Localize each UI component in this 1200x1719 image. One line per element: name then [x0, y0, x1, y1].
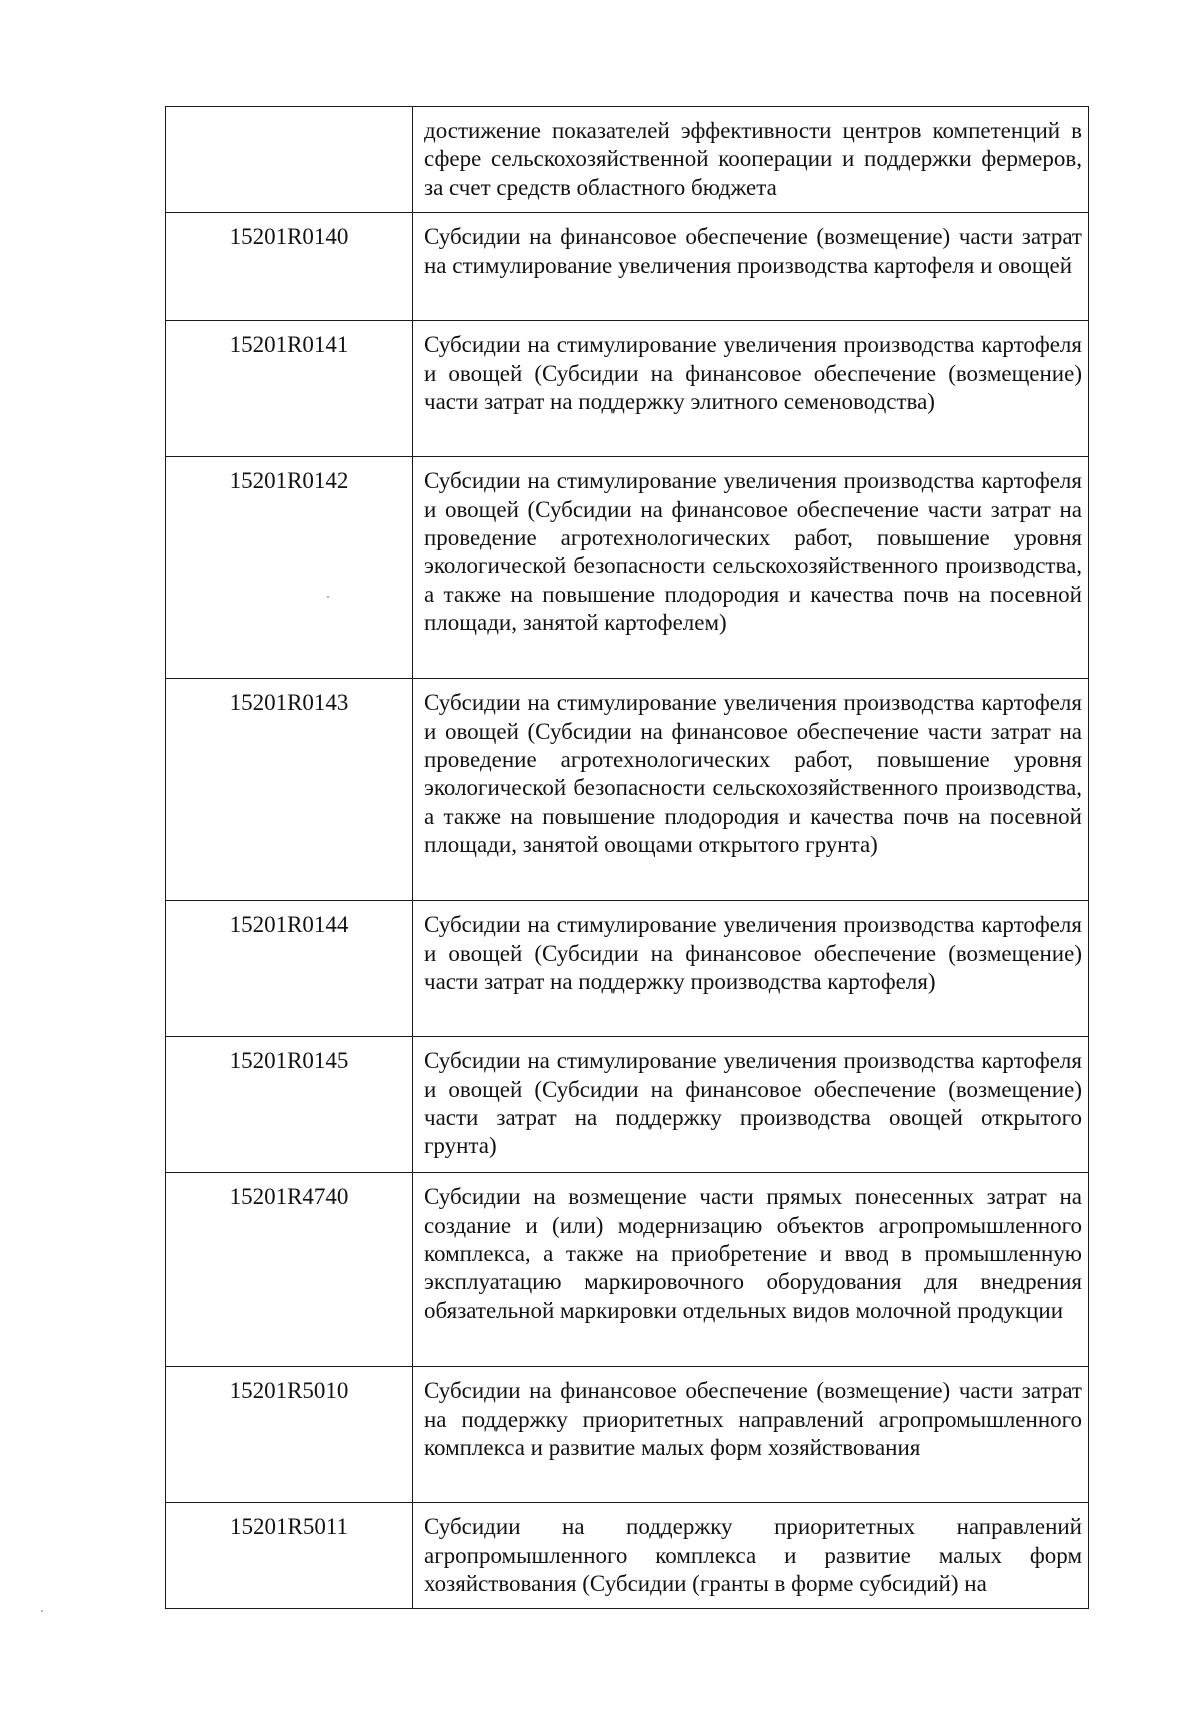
code-cell: 15201R0141: [166, 321, 413, 457]
table-row: [166, 213, 1089, 321]
description-cell: достижение показателей эффективности центров компетенций в сфере сельскохозяйственной кооперации и поддержки фермеров, за счет средств областного бюджета: [413, 107, 1089, 213]
code-cell: 15201R0145: [166, 1037, 413, 1173]
table-row: [166, 679, 1089, 901]
code-cell: 15201R5010: [166, 1367, 413, 1503]
code-cell: [166, 107, 413, 213]
table-row: [166, 1173, 1089, 1367]
table-row: [166, 901, 1089, 1037]
description-cell: Субсидии на финансовое обеспечение (возмещение) части затрат на стимулирование увеличения производства картофеля и овощей: [413, 213, 1089, 321]
code-cell: 15201R0140: [166, 213, 413, 321]
table-row: [166, 1037, 1089, 1173]
description-cell: Субсидии на финансовое обеспечение (возмещение) части затрат на поддержку приоритетных направлений агропромышленного комплекса и развитие малых форм хозяйствования: [413, 1367, 1089, 1503]
scan-speck: [327, 596, 329, 598]
description-cell: Субсидии на стимулирование увеличения производства картофеля и овощей (Субсидии на финансовое обеспечение части затрат на проведение агротехнологических работ, повышение уровня экологической безопасности сельскохозяйственного производства, а также на повышение плодородия и качества почв на посевной площади, занятой овощами открытого грунта): [413, 679, 1089, 901]
description-cell: Субсидии на стимулирование увеличения производства картофеля и овощей (Субсидии на финансовое обеспечение (возмещение) части затрат на поддержку производства овощей открытого грунта): [413, 1037, 1089, 1173]
code-cell: 15201R0143: [166, 679, 413, 901]
code-cell: 15201R5011: [166, 1503, 413, 1609]
table-row: [166, 321, 1089, 457]
table-row: [166, 1367, 1089, 1503]
scan-speck: [41, 1610, 43, 1612]
table-row: [166, 107, 1089, 213]
description-cell: Субсидии на стимулирование увеличения производства картофеля и овощей (Субсидии на финансовое обеспечение части затрат на проведение агротехнологических работ, повышение уровня экологической безопасности сельскохозяйственного производства, а также на повышение плодородия и качества почв на посевной площади, занятой картофелем): [413, 457, 1089, 679]
code-cell: 15201R0144: [166, 901, 413, 1037]
description-cell: Субсидии на стимулирование увеличения производства картофеля и овощей (Субсидии на финансовое обеспечение (возмещение) части затрат на поддержку производства картофеля): [413, 901, 1089, 1037]
code-cell: 15201R4740: [166, 1173, 413, 1367]
description-cell: Субсидии на стимулирование увеличения производства картофеля и овощей (Субсидии на финансовое обеспечение (возмещение) части затрат на поддержку элитного семеноводства): [413, 321, 1089, 457]
table-row: [166, 1503, 1089, 1609]
budget-code-table: [165, 106, 1089, 1609]
description-cell: Субсидии на возмещение части прямых понесенных затрат на создание и (или) модернизацию объектов агропромышленного комплекса, а также на приобретение и ввод в промышленную эксплуатацию маркировочного оборудования для внедрения обязательной маркировки отдельных видов молочной продукции: [413, 1173, 1089, 1367]
description-cell: Субсидии на поддержку приоритетных направлений агропромышленного комплекса и развитие малых форм хозяйствования (Субсидии (гранты в форме субсидий) на: [413, 1503, 1089, 1609]
table-row: [166, 457, 1089, 679]
code-cell: 15201R0142: [166, 457, 413, 679]
